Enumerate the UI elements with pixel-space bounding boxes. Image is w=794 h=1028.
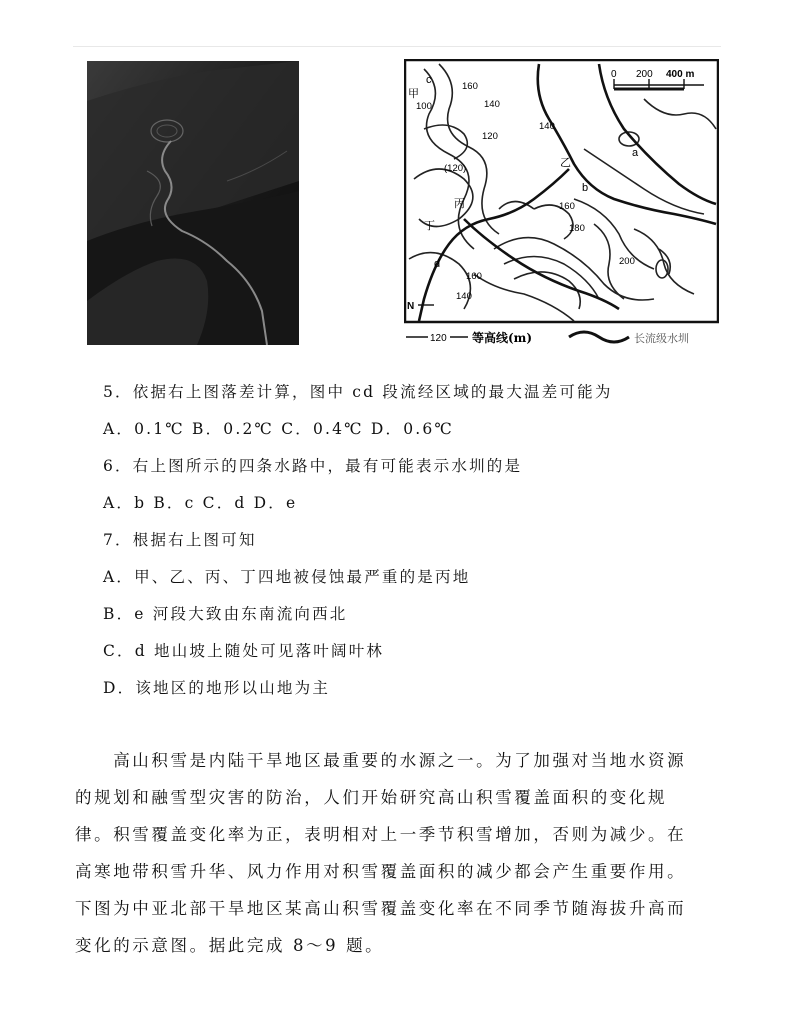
terrace-photo [87,61,299,345]
question-6-stem: 6．右上图所示的四条水路中，最有可能表示水圳的是 [103,457,523,475]
passage-line: 下图为中亚北部干旱地区某高山积雪覆盖变化率在不同季节随海拔升高而 [75,899,687,918]
question-7-option-b: B．e 河段大致由东南流向西北 [103,605,348,623]
contour-label: 180 [569,223,585,234]
legend-river-text: 长流级水圳 [634,332,689,345]
question-7-option-c: C．d 地山坡上随处可见落叶阔叶林 [103,642,385,660]
legend-river-symbol [569,332,629,342]
passage-line: 变化的示意图。据此完成 8～9 题。 [75,936,385,955]
north-label: N [407,301,415,312]
river-label-a: a [632,147,639,159]
contour-label: (120) [444,163,467,174]
passage-line: 高山积雪是内陆干旱地区最重要的水源之一。为了加强对当地水资源 [75,751,687,770]
passage-line: 的规划和融雪型灾害的防治，人们开始研究高山积雪覆盖面积的变化规 [75,788,668,807]
place-label-jia: 甲 [408,87,419,100]
scale-label-400: 400 m [666,69,695,80]
legend-contour-value: 120 [430,333,447,344]
contour-label: 100 [416,101,432,112]
figure-row [73,46,721,357]
question-5-options: A．0.1℃ B．0.2℃ C．0.4℃ D．0.6℃ [103,420,455,438]
contour-map-graphic [404,59,719,347]
contour-label: 160 [559,201,575,212]
photo-graphic [87,61,299,345]
legend-contour-text: 等高线(m) [472,331,533,345]
contour-label: 200 [619,256,635,267]
contour-label: 160 [462,81,478,92]
passage-line: 律。积雪覆盖变化率为正，表明相对上一季节积雪增加，否则为减少。在 [75,825,687,844]
place-label-yi: 乙 [560,156,571,169]
contour-label: 140 [539,121,555,132]
contour-label: 160 [466,271,482,282]
contour-map [404,59,719,347]
place-label-bing: 丙 [454,197,465,210]
contour-label: 140 [456,291,472,302]
contour-label: 120 [482,131,498,142]
river-label-c: c [426,74,432,86]
contour-label: 140 [484,99,500,110]
scale-label-200: 200 [636,69,653,80]
question-7-option-a: A．甲、乙、丙、丁四地被侵蚀最严重的是丙地 [103,568,471,586]
river-label-b: b [582,182,589,194]
question-5-stem: 5．依据右上图落差计算，图中 cd 段流经区域的最大温差可能为 [103,383,613,401]
passage-line: 高寒地带积雪升华、风力作用对积雪覆盖面积的减少都会产生重要作用。 [75,862,687,881]
place-label-ding: 丁 [424,219,435,232]
question-7-option-d: D．该地区的地形以山地为主 [103,679,331,697]
question-6-options: A．b B．c C．d D．e [103,494,298,512]
scale-label-0: 0 [611,69,617,80]
river-label-d: d [434,258,441,270]
question-7-stem: 7．根据右上图可知 [103,531,257,549]
